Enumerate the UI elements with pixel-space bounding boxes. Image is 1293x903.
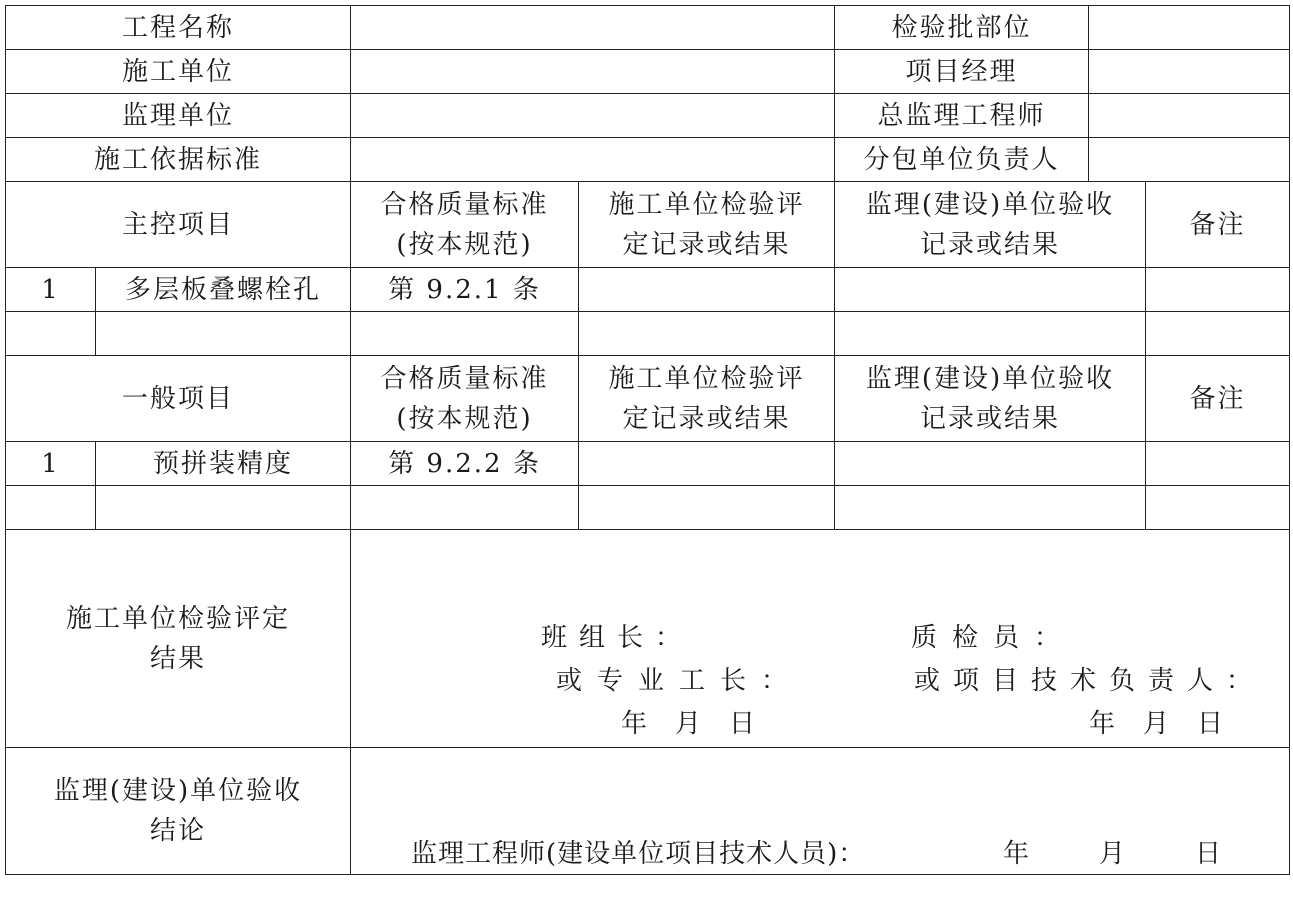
standard-value[interactable] <box>351 138 835 182</box>
day-label: 日 <box>729 709 758 739</box>
row-remarks[interactable] <box>1146 312 1290 356</box>
row-remarks[interactable] <box>1146 442 1290 486</box>
inspection-form <box>5 5 1289 896</box>
foreman-label: 或专业工长： <box>556 666 803 696</box>
row-remarks[interactable] <box>1146 268 1290 312</box>
row-remarks[interactable] <box>1146 486 1290 530</box>
month-label: 月 <box>1143 709 1172 739</box>
supervision-conclusion-label-line2: 结论 <box>150 816 207 846</box>
row-number[interactable] <box>6 312 96 356</box>
header-row-standard <box>6 138 1290 182</box>
header-row-construction <box>6 50 1290 94</box>
table-row <box>6 442 1290 486</box>
construction-result-signature-area[interactable] <box>351 530 1290 748</box>
row-standard[interactable] <box>351 312 579 356</box>
row-construction-result[interactable] <box>579 486 835 530</box>
col-supervision-line1: 监理(建设)单位验收 <box>865 189 1115 220</box>
row-item: 多层板叠螺栓孔 <box>96 268 351 312</box>
row-number: 1 <box>6 442 96 486</box>
header-row-project <box>6 6 1290 50</box>
tech-lead-label: 或项目技术负责人： <box>914 666 1266 696</box>
col-supervision-line2: 记录或结果 <box>920 229 1061 260</box>
year-label: 年 <box>1003 839 1032 869</box>
main-control-col-standard <box>351 182 579 268</box>
month-label: 月 <box>1099 839 1128 869</box>
general-header-row <box>6 356 1290 442</box>
supervision-conclusion-signature-area[interactable] <box>351 748 1290 875</box>
construction-date-left <box>621 708 757 740</box>
project-manager-label: 项目经理 <box>835 50 1089 94</box>
construction-result-label <box>6 530 351 748</box>
col-construction-line1: 施工单位检验评 <box>608 189 805 220</box>
row-item[interactable] <box>96 486 351 530</box>
general-col-construction <box>579 356 835 442</box>
supervision-unit-label: 监理单位 <box>6 94 351 138</box>
supervision-conclusion-label <box>6 748 351 875</box>
general-section-label: 一般项目 <box>6 356 351 442</box>
construction-result-row <box>6 530 1290 748</box>
construction-result-label-line1: 施工单位检验评定 <box>66 603 291 634</box>
general-col-standard <box>351 356 579 442</box>
col-construction-line2: 定记录或结果 <box>622 403 791 434</box>
row-standard[interactable] <box>351 486 579 530</box>
day-label: 日 <box>1197 709 1226 739</box>
row-supervision-result[interactable] <box>835 312 1146 356</box>
inspection-record-table <box>5 5 1290 875</box>
chief-engineer-value[interactable] <box>1089 94 1290 138</box>
construction-unit-value[interactable] <box>351 50 835 94</box>
col-standard-line1: 合格质量标准 <box>380 363 549 394</box>
inspector-label: 质检员： <box>911 623 1076 653</box>
row-number: 1 <box>6 268 96 312</box>
general-col-remarks: 备注 <box>1146 356 1290 442</box>
chief-engineer-label: 总监理工程师 <box>835 94 1089 138</box>
col-standard-line2: (按本规范) <box>396 403 533 434</box>
col-supervision-line2: 记录或结果 <box>920 403 1061 434</box>
construction-date-right <box>1089 708 1225 740</box>
row-supervision-result[interactable] <box>835 486 1146 530</box>
row-item: 预拼装精度 <box>96 442 351 486</box>
subcontract-value[interactable] <box>1089 138 1290 182</box>
row-construction-result[interactable] <box>579 312 835 356</box>
standard-label: 施工依据标准 <box>6 138 351 182</box>
header-row-supervision <box>6 94 1290 138</box>
construction-unit-label: 施工单位 <box>6 50 351 94</box>
inspection-batch-value[interactable] <box>1089 6 1290 50</box>
supervision-conclusion-label-line1: 监理(建设)单位验收 <box>53 776 303 806</box>
main-control-section-label: 主控项目 <box>6 182 351 268</box>
col-construction-line2: 定记录或结果 <box>622 229 791 260</box>
col-supervision-line1: 监理(建设)单位验收 <box>865 363 1115 394</box>
supervision-unit-value[interactable] <box>351 94 835 138</box>
row-supervision-result[interactable] <box>835 268 1146 312</box>
project-name-value[interactable] <box>351 6 835 50</box>
col-construction-line1: 施工单位检验评 <box>608 363 805 394</box>
supervision-conclusion-row <box>6 748 1290 875</box>
year-label: 年 <box>621 709 650 739</box>
subcontract-label: 分包单位负责人 <box>835 138 1089 182</box>
project-manager-value[interactable] <box>1089 50 1290 94</box>
row-standard: 第 9.2.1 条 <box>351 268 579 312</box>
row-supervision-result[interactable] <box>835 442 1146 486</box>
main-control-header-row <box>6 182 1290 268</box>
supervision-engineer-label: 监理工程师(建设单位项目技术人员)： <box>411 839 866 869</box>
team-leader-label: 班组长： <box>541 623 694 653</box>
row-construction-result[interactable] <box>579 442 835 486</box>
project-name-label: 工程名称 <box>6 6 351 50</box>
table-row <box>6 268 1290 312</box>
inspection-batch-label: 检验批部位 <box>835 6 1089 50</box>
supervision-date <box>1003 838 1223 870</box>
month-label: 月 <box>675 709 704 739</box>
construction-result-label-line2: 结果 <box>150 643 207 674</box>
main-control-col-construction <box>579 182 835 268</box>
table-row <box>6 312 1290 356</box>
col-standard-line2: (按本规范) <box>396 229 533 260</box>
main-control-col-remarks: 备注 <box>1146 182 1290 268</box>
main-control-col-supervision <box>835 182 1146 268</box>
year-label: 年 <box>1089 709 1118 739</box>
table-row <box>6 486 1290 530</box>
col-standard-line1: 合格质量标准 <box>380 189 549 220</box>
day-label: 日 <box>1195 839 1224 869</box>
row-construction-result[interactable] <box>579 268 835 312</box>
row-standard: 第 9.2.2 条 <box>351 442 579 486</box>
row-number[interactable] <box>6 486 96 530</box>
general-col-supervision <box>835 356 1146 442</box>
row-item[interactable] <box>96 312 351 356</box>
